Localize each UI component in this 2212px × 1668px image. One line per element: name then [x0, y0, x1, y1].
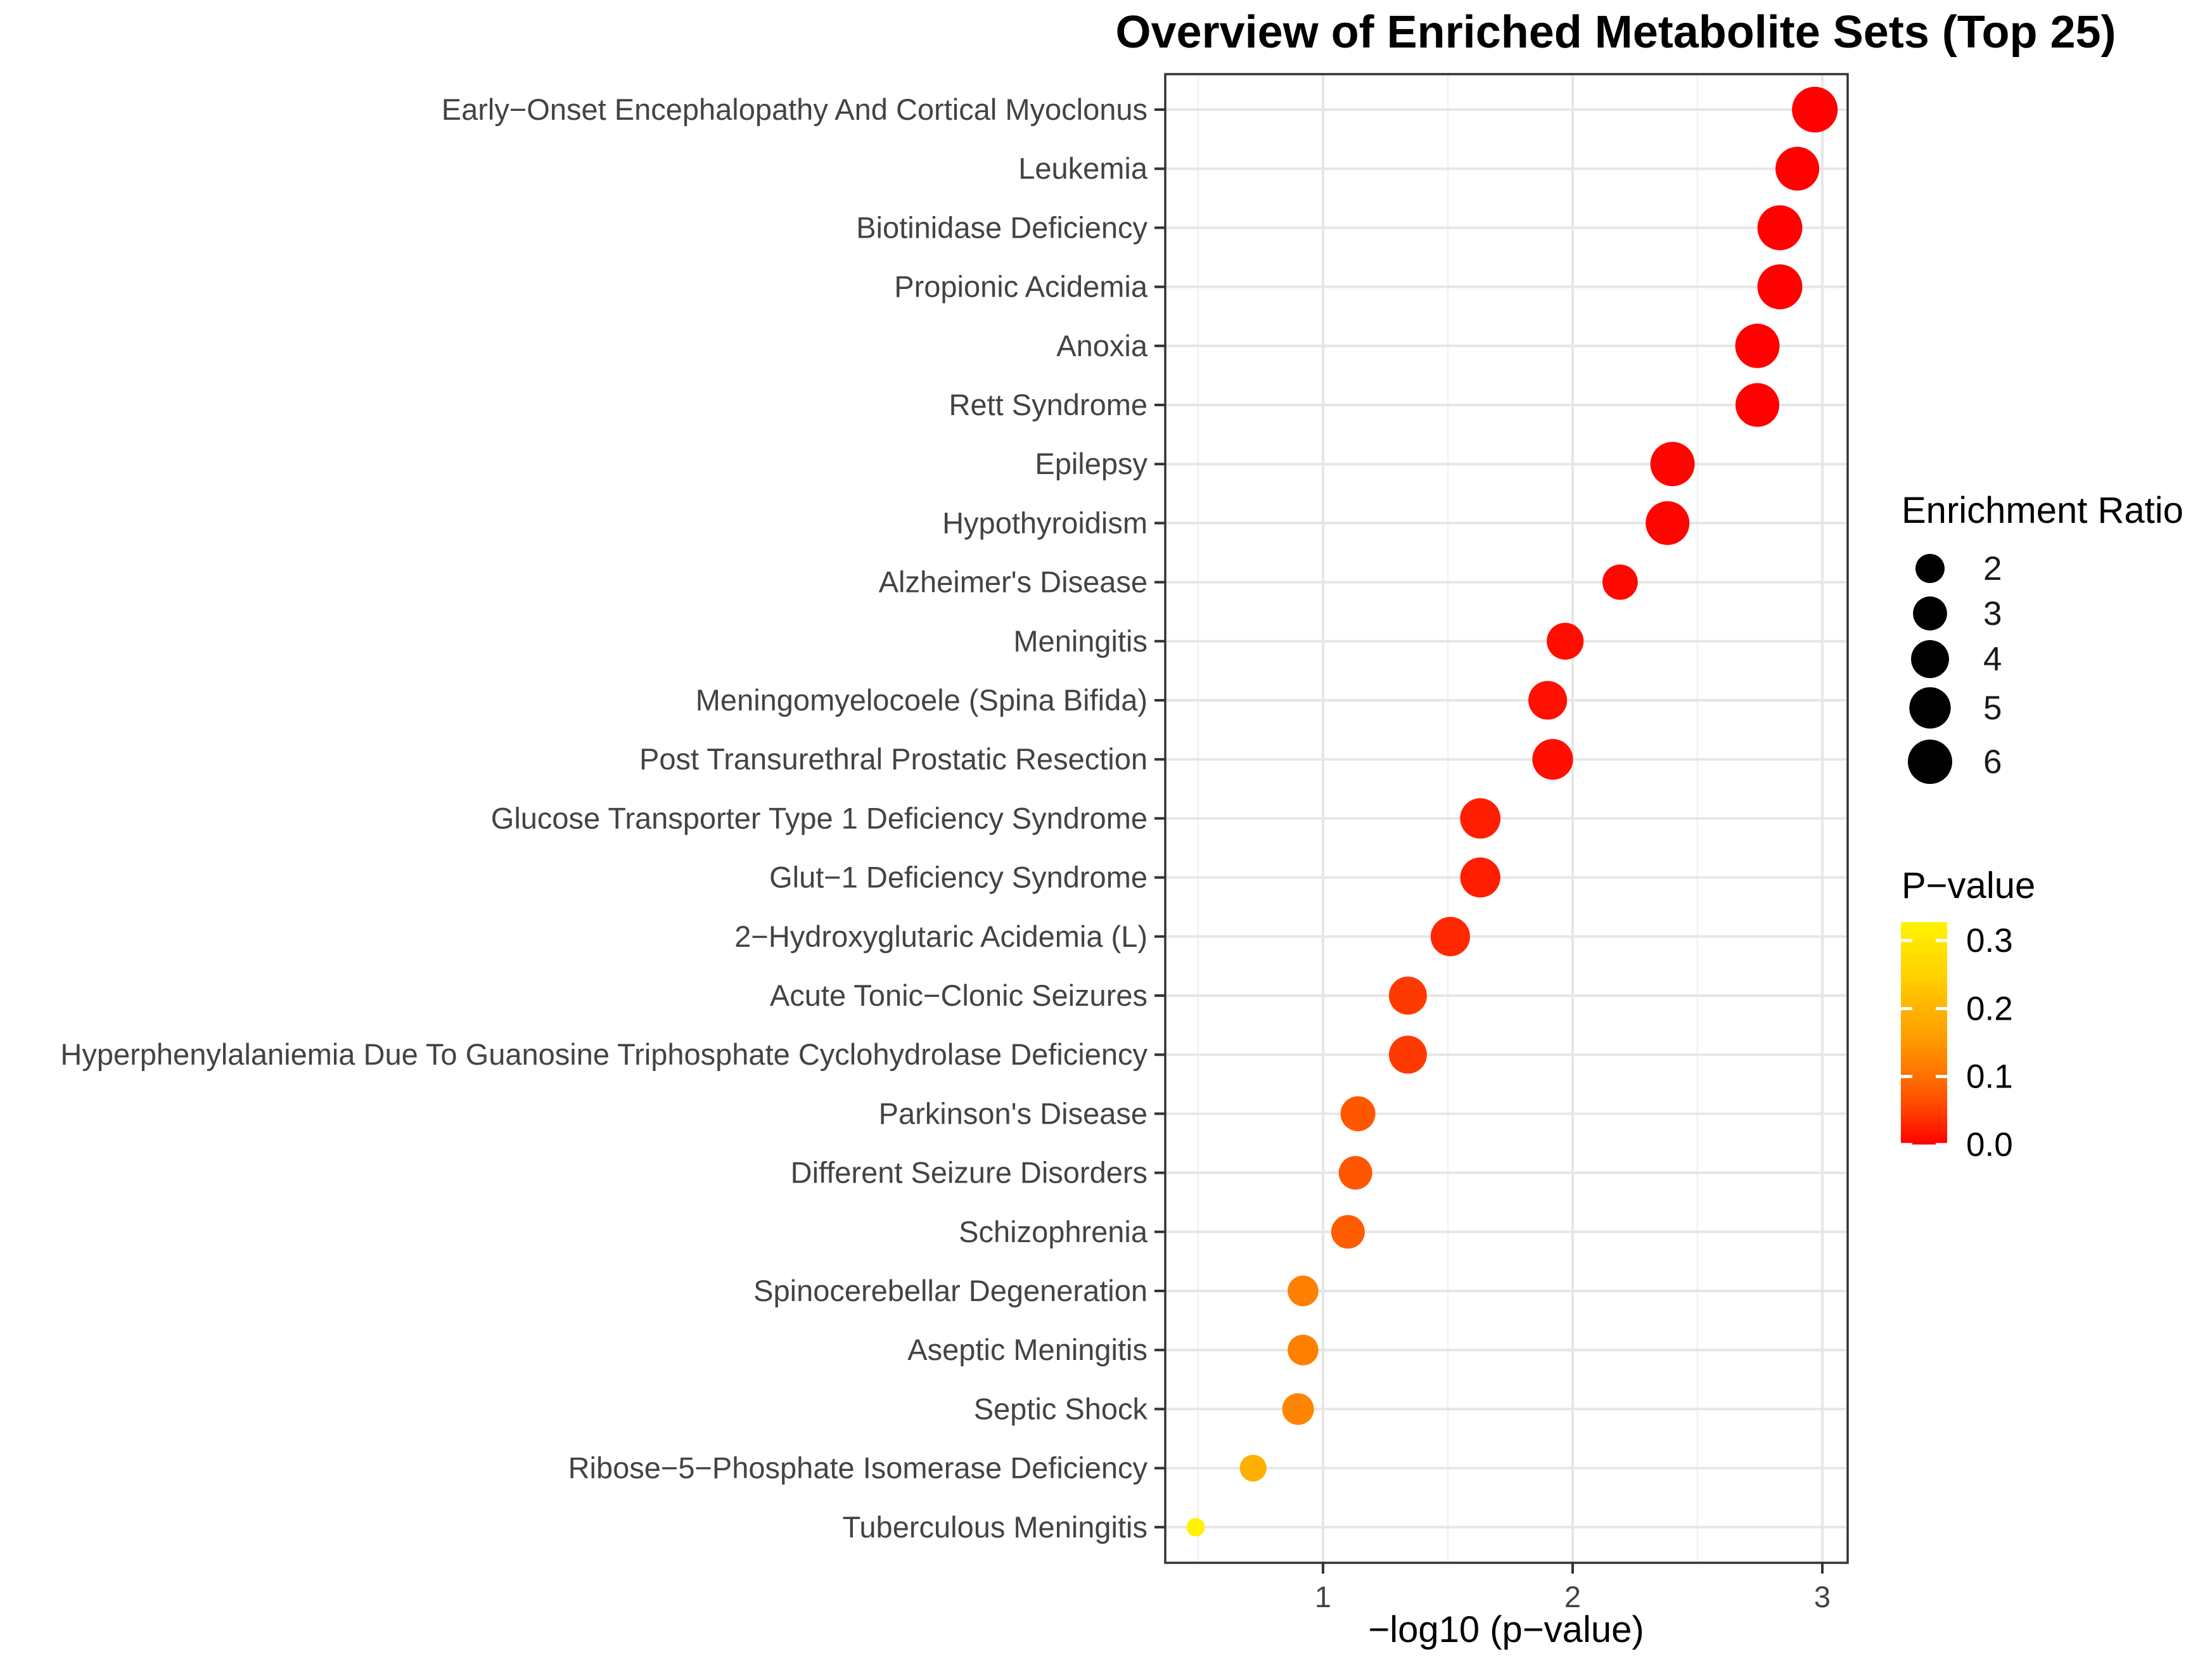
- data-point: [1775, 147, 1819, 191]
- y-category-label: Propionic Acidemia: [894, 269, 1148, 304]
- y-category-label: Septic Shock: [973, 1392, 1148, 1426]
- y-category-label: Acute Tonic−Clonic Seizures: [769, 978, 1148, 1012]
- data-point: [1528, 681, 1567, 719]
- legend-size-dot: [1908, 740, 1952, 784]
- x-tick-label: 1: [1314, 1580, 1332, 1613]
- y-category-label: Alzheimer's Disease: [878, 565, 1148, 599]
- y-category-label: Meningomyelocoele (Spina Bifida): [695, 683, 1148, 717]
- chart-title: Overview of Enriched Metabolite Sets (Top 25): [1115, 7, 2116, 58]
- y-category-label: Schizophrenia: [959, 1214, 1148, 1248]
- y-category-label: Glucose Transporter Type 1 Deficiency Syndrome: [490, 801, 1148, 835]
- legend-size-dot: [1909, 687, 1950, 728]
- legend-size-title: Enrichment Ratio: [1902, 490, 2183, 531]
- data-point: [1282, 1393, 1314, 1425]
- y-category-label: Early−Onset Encephalopathy And Cortical Myoclonus: [441, 93, 1148, 126]
- y-category-label: Aseptic Meningitis: [907, 1333, 1148, 1367]
- legend-size-label: 6: [1983, 743, 2002, 781]
- data-point: [1240, 1454, 1267, 1481]
- legend-size-label: 4: [1983, 641, 2002, 678]
- y-category-label: Meningitis: [1013, 624, 1148, 658]
- y-category-label: Post Transurethral Prostatic Resection: [639, 742, 1148, 776]
- y-category-label: Hypothyroidism: [942, 506, 1148, 540]
- legend-color-tick-label: 0.2: [1966, 990, 2013, 1028]
- x-tick-label: 2: [1564, 1580, 1582, 1613]
- legend-color-title: P−value: [1902, 865, 2036, 906]
- data-point: [1646, 501, 1689, 545]
- data-point: [1187, 1518, 1205, 1536]
- data-point: [1602, 565, 1638, 600]
- data-point: [1431, 917, 1470, 956]
- legend-color-tick-label: 0.3: [1966, 921, 2013, 959]
- data-point: [1389, 977, 1427, 1015]
- data-point: [1532, 739, 1573, 779]
- y-category-label: Rett Syndrome: [949, 388, 1148, 421]
- data-point: [1736, 383, 1779, 427]
- data-point: [1331, 1215, 1365, 1248]
- legend-color-tick-label: 0.1: [1966, 1058, 2013, 1096]
- data-point: [1339, 1156, 1372, 1190]
- y-category-label: Leukemia: [1018, 151, 1148, 186]
- y-category-label: Epilepsy: [1035, 447, 1148, 481]
- x-axis-title: −log10 (p−value): [1368, 1609, 1644, 1650]
- legend-size-dot: [1911, 640, 1949, 678]
- data-point: [1460, 799, 1500, 839]
- y-category-label: Hyperphenylalaniemia Due To Guanosine Triphosphate Cyclohydrolase Deficiency: [60, 1037, 1148, 1072]
- data-point: [1461, 857, 1500, 897]
- legend-size-label: 5: [1983, 690, 2002, 727]
- legend-size-label: 3: [1983, 595, 2002, 632]
- legend-size-dot: [1913, 596, 1947, 631]
- data-point: [1341, 1096, 1376, 1131]
- legend-color-bar: [1901, 922, 1947, 1145]
- data-point: [1651, 442, 1695, 486]
- data-point: [1389, 1036, 1427, 1074]
- data-point: [1758, 264, 1803, 309]
- y-category-label: 2−Hydroxyglutaric Acidemia (L): [734, 919, 1148, 953]
- y-category-label: Tuberculous Meningitis: [842, 1510, 1148, 1544]
- y-category-label: Anoxia: [1056, 328, 1148, 362]
- y-category-label: Glut−1 Deficiency Syndrome: [769, 860, 1148, 894]
- y-category-label: Ribose−5−Phosphate Isomerase Deficiency: [568, 1451, 1148, 1485]
- data-point: [1736, 324, 1780, 368]
- y-category-label: Different Seizure Disorders: [790, 1155, 1148, 1190]
- y-category-label: Spinocerebellar Degeneration: [753, 1274, 1148, 1307]
- data-point: [1288, 1335, 1319, 1366]
- data-point: [1758, 205, 1803, 250]
- y-category-label: Parkinson's Disease: [878, 1096, 1148, 1131]
- y-category-label: Biotinidase Deficiency: [856, 210, 1148, 245]
- data-point: [1547, 623, 1583, 660]
- legend-size-dot: [1915, 554, 1945, 583]
- legend-color-tick-label: 0.0: [1966, 1126, 2013, 1164]
- legend-size-label: 2: [1983, 550, 2002, 587]
- data-point: [1792, 87, 1838, 132]
- data-point: [1288, 1276, 1319, 1307]
- x-tick-label: 3: [1813, 1580, 1831, 1613]
